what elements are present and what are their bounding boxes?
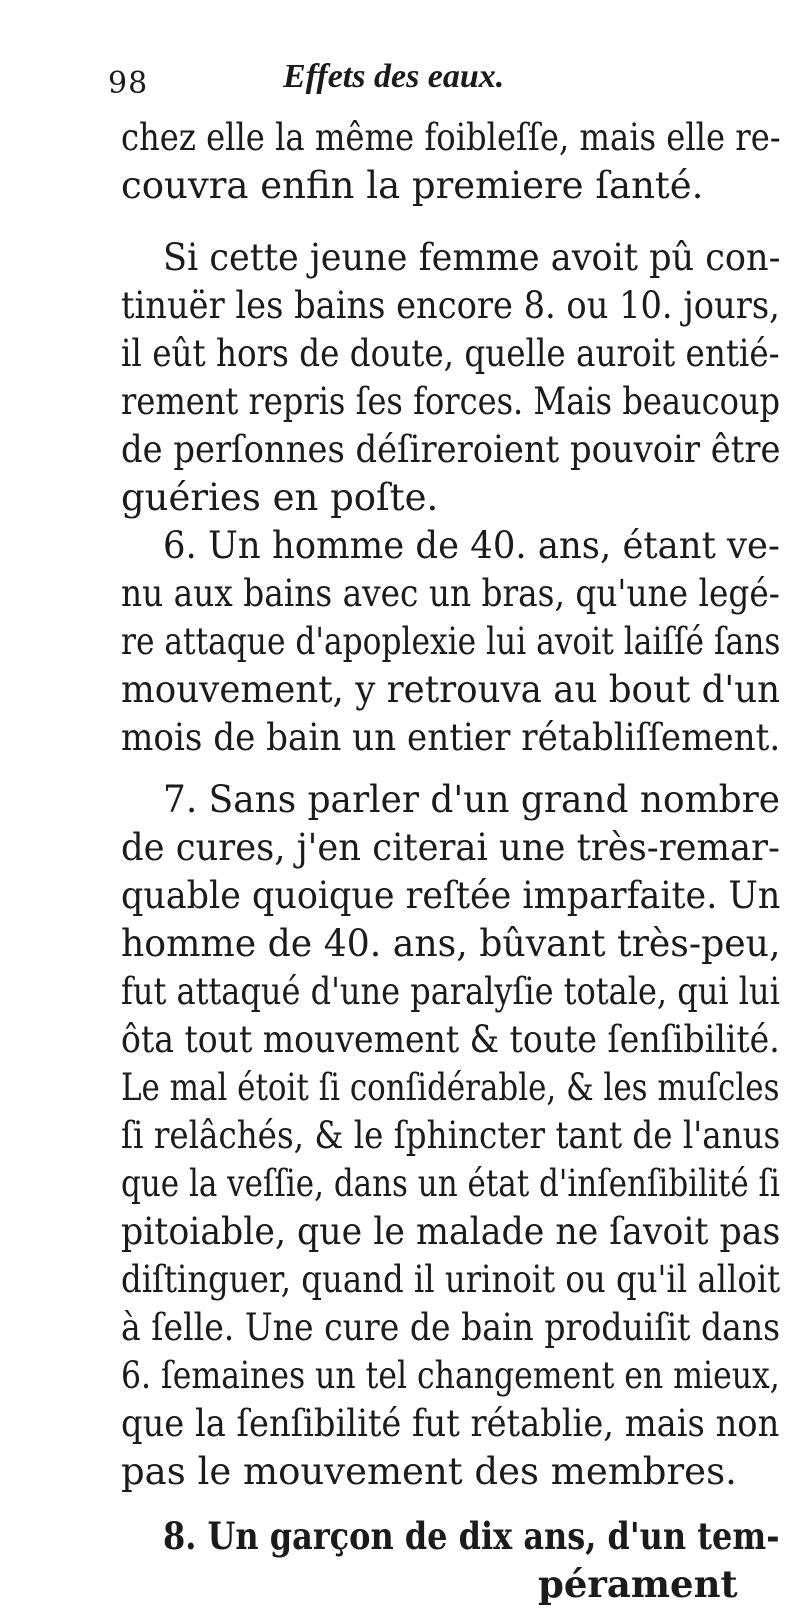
text-line: 6. Un homme de 40. ans, étant ve-: [163, 524, 780, 567]
text-line: 7. Sans parler d'un grand nombre: [163, 778, 781, 821]
text-line: ſi relâchés, & le ſphincter tant de l'anus: [121, 1114, 781, 1157]
text-line: re attaque d'apoplexie lui avoit laiſſé ſans: [121, 620, 781, 663]
text-line: de cures, j'en citerai une très-remar-: [121, 826, 780, 869]
text-line: Si cette jeune femme avoit pû con-: [163, 236, 781, 279]
text-line: ôta tout mouvement & toute ſenſibilité.: [121, 1018, 780, 1061]
text-line: diſtinguer, quand il urinoit ou qu'il alloit: [121, 1258, 781, 1301]
text-line: pérament: [538, 1562, 738, 1606]
text-line: couvra enfin la premiere ſanté.: [121, 164, 704, 207]
running-title: Effets des eaux.: [283, 58, 505, 95]
text-line: mouvement, y retrouva au bout d'un: [121, 668, 781, 711]
page-number: 98: [108, 66, 149, 101]
text-line: 6. ſemaines un tel changement en mieux,: [121, 1354, 780, 1397]
text-line: de perſonnes déſireroient pouvoir être: [121, 428, 781, 471]
text-line: rement repris ſes forces. Mais beaucoup: [121, 380, 781, 423]
text-line: que la veſſie, dans un état d'inſenſibilité ſi: [121, 1162, 780, 1205]
text-line: fut attaqué d'une paralyſie totale, qui lui: [121, 970, 780, 1013]
text-line: nu aux bains avec un bras, qu'une legé-: [121, 572, 780, 615]
text-line: tinuër les bains encore 8. ou 10. jours,: [121, 284, 780, 327]
text-line: pitoiable, que le malade ne ſavoit pas: [121, 1210, 781, 1253]
text-line: que la ſenſibilité fut rétablie, mais non: [121, 1402, 780, 1445]
running-head: [0, 52, 800, 102]
text-line: à ſelle. Une cure de bain produiſit dans: [121, 1306, 781, 1349]
text-line: il eût hors de doute, quelle auroit entié-: [121, 332, 780, 375]
text-line: mois de bain un entier rétabliſſement.: [121, 716, 781, 759]
text-line: chez elle la même foibleſſe, mais elle re-: [121, 116, 781, 159]
text-line: 8. Un garçon de dix ans, d'un tem-: [163, 1514, 780, 1558]
text-line: guéries en poſte.: [121, 476, 439, 519]
text-line: Le mal étoit ſi conſidérable, & les muſcles: [121, 1066, 780, 1109]
text-line: homme de 40. ans, bûvant très-peu,: [121, 922, 781, 965]
text-line: quable quoique reſtée imparfaite. Un: [121, 874, 781, 917]
text-line: pas le mouvement des membres.: [121, 1450, 737, 1493]
